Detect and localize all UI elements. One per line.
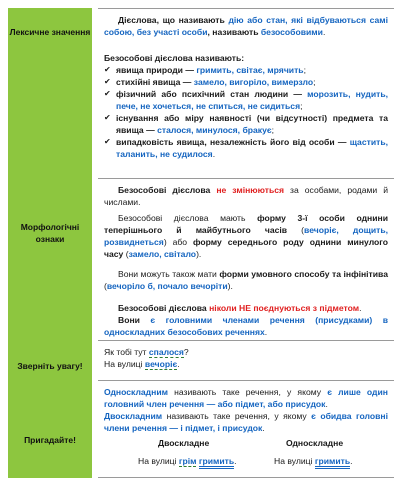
column-head-two-part: Двоскладне — [158, 438, 210, 448]
attention-line-2: На вулиці вечоріє. — [104, 359, 180, 369]
morph-paragraph-5: Вони є головними членами речення (присудками) в односкладних безособових реченнях. — [104, 315, 388, 337]
divider-attention — [98, 380, 394, 381]
divider-morph — [98, 340, 394, 341]
attention-examples — [104, 346, 388, 370]
morph-paragraph-3: Вони можуть також мати форми умовного способу та інфінітива (вечоріло б, почало вечоріти). — [104, 269, 388, 291]
label-attention: Зверніть увагу! — [17, 361, 83, 371]
lexical-list-intro — [104, 52, 388, 160]
divider-top — [98, 8, 394, 9]
morph-paragraph-1: Безособові дієслова не змінюються за особами, родами й числами. — [104, 185, 388, 207]
term: безособовими — [260, 27, 323, 37]
column-head-one-part: Односкладне — [286, 438, 344, 448]
label-lexical-meaning: Лексичне значення — [9, 27, 91, 37]
remember-para-2: Двоскладним називають таке речення, у якому є обидва головні члени речення — і підмет, і присудок. — [104, 411, 388, 433]
label-morphological-features: Морфологічні ознаки — [20, 222, 80, 244]
list-item: ✔ фізичний або психічний стан людини — морозить, нудить, пече, не хочеться, не спиться, не сидиться; — [104, 88, 388, 112]
remember-definitions — [104, 386, 388, 434]
list-intro: Безособові дієслова називають: — [104, 53, 245, 63]
term: дію або стан, які відбуваються самі собою, без участі особи — [104, 15, 389, 37]
text: , називають — [207, 27, 261, 37]
morph-paragraph-2: Безособові дієслова мають форму 3-ї особи однини теперішнього й майбутнього часів (вечоріє, дощить, розвиднеться) або форму середнього роду однини минулого часу (замело, світало). — [104, 213, 389, 259]
example-two-part: На вулиці грім гримить. — [138, 456, 237, 466]
list-item: ✔ явища природи — гримить, світає, мрячить; — [104, 64, 388, 76]
lexical-list — [104, 64, 388, 160]
divider-lexical — [98, 178, 394, 179]
example-one-part: На вулиці гримить. — [274, 456, 353, 466]
attention-line-1: Як тобі тут спалося? — [104, 347, 189, 357]
list-item: ✔ стихійні явища — замело, вигоріло, вимерзло; — [104, 76, 388, 88]
lexical-definition — [104, 14, 388, 38]
text: Дієслова, що називають — [118, 15, 229, 25]
morph-paragraph-4: Безособові дієслова ніколи НЕ поєднуються з підметом. — [118, 303, 362, 313]
label-remember: Пригадайте! — [24, 435, 76, 445]
divider-bottom — [98, 477, 394, 478]
list-item: ✔ існування або міру наявності (чи відсутності) предмета та явища — сталося, минулося, бракує; — [104, 112, 388, 136]
list-item: ✔ випадковість явища, незалежність його від особи — щастить, таланить, не судилося. — [104, 136, 388, 160]
sidebar — [8, 8, 92, 478]
remember-para-1: Односкладним називають таке речення, у якому є лише один головний член речення — або підмет, або присудок. — [104, 387, 388, 409]
text: . — [322, 27, 326, 37]
